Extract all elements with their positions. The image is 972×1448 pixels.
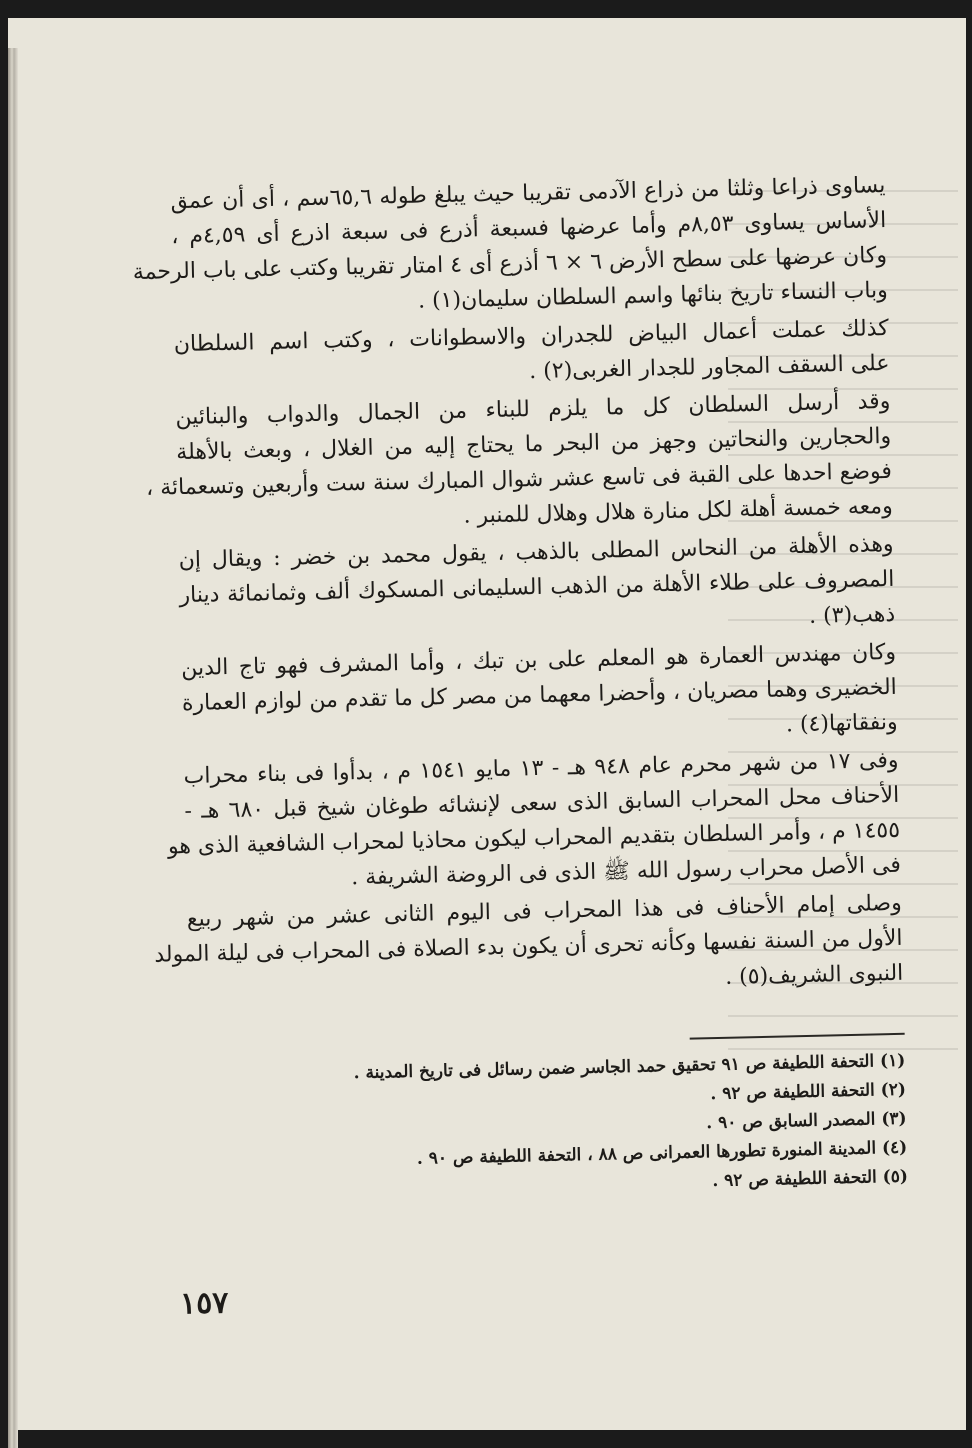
text-line: الأساس يساوى ٨,٥٣م وأما عرضها فسبعة أذرع فى سبعة اذرع أى ٤,٥٩م ، <box>171 207 887 250</box>
footnote-rule <box>690 1033 905 1040</box>
text-line: وباب النساء تاريخ بنائها واسم السلطان سليمان(١) . <box>417 277 889 314</box>
text-line: الخضيرى وهما مصريان ، وأحضرا معهما من مصر كل ما تقدم من لوازم العمارة <box>181 674 898 717</box>
paragraph <box>132 168 889 324</box>
text-line: يساوى ذراعا وثلثا من ذراع الآدمى تقريبا حيث يبلغ طوله ٦٥,٦سم ، أى أن عمق <box>170 172 886 215</box>
text-line: فى الأصل محراب رسول الله ﷺ الذى فى الروضة الشريفة . <box>350 852 902 891</box>
text-line: النبوى الشريف(٥) . <box>724 960 904 990</box>
paragraph <box>167 743 902 899</box>
text-line: الأحناف محل المحراب السابق الذى سعى لإنشائه طوغان شيخ قبل ٦٨٠ هـ - <box>184 782 900 825</box>
text-line: وصلى إمام الأحناف فى هذا المحراب فى اليوم الثانى عشر من شهر ربيع <box>186 890 902 933</box>
paragraph <box>178 527 895 648</box>
paragraph <box>154 886 904 1007</box>
text-line: الأول من السنة نفسها وكأنه تحرى أن يكون بدء الصلاة فى المحراب فى ليلة المولد <box>154 925 903 968</box>
page-edge-stack <box>8 48 18 1448</box>
text-line: ذهب(٣) . <box>808 601 896 629</box>
text-line: المصروف على طلاء الأهلة من الذهب السليمانى المسكوك ألف وثمانمائة دينار <box>179 566 895 609</box>
text-line: فوضع احدها على القبة فى تاسع عشر شوال المبارك سنة ست وأربعين وتسعمائة ، <box>145 458 893 501</box>
footnote: (٣) المصدر السابق ص ٩٠ . <box>706 1108 907 1134</box>
text-line: على السقف المجاور للجدار الغربى(٢) . <box>528 350 890 385</box>
paragraph <box>181 635 898 756</box>
footnotes <box>190 1047 908 1208</box>
footnote: (١) التحفة اللطيفة ص ٩١ تحقيق حمد الجاسر ضمن رسائل فى تاريخ المدينة . <box>353 1050 906 1084</box>
text-line: وكان عرضها على سطح الأرض ٦ × ٦ أذرع أى ٤ امتار تقريبا وكتب على باب الرحمة <box>132 242 888 286</box>
text-line: وهذه الأهلة من النحاس المطلى بالذهب ، يقول محمد بن خضر : ويقال إن <box>178 531 894 574</box>
text-line: كذلك عملت أعمال البياض للجدران والاسطوانات ، وكتب اسم السلطان <box>173 315 889 358</box>
text-line: ١٤٥٥ م ، وأمر السلطان بتقديم المحراب ليكون محاذيا لمحراب الشافعية الذى هو <box>167 817 901 860</box>
footnote: (٥) التحفة اللطيفة ص ٩٢ . <box>712 1166 909 1192</box>
text-line: ونفقاتها(٤) . <box>785 709 898 738</box>
body-text <box>132 168 909 1208</box>
footnote: (٤) المدينة المنورة تطورها العمرانى ص ٨٨ ، التحفة اللطيفة ص ٩٠ . <box>416 1137 908 1169</box>
paragraph <box>145 384 893 540</box>
footnote: (٢) التحفة اللطيفة ص ٩٢ . <box>710 1079 907 1105</box>
paragraph <box>173 311 889 397</box>
text-line: والحجارين والنحاتين وجهز من البحر ما يحتاج إليه من الغلال ، وبعث بالأهلة <box>175 423 892 466</box>
text-line: وقد أرسل السلطان كل ما يلزم للبناء من الجمال والدواب والبنائين <box>175 388 891 431</box>
text-line: ومعه خمسة أهلة لكل منارة هلال وهلال للمنبر . <box>463 493 893 529</box>
paragraphs <box>132 168 904 1007</box>
text-line: وفى ١٧ من شهر محرم عام ٩٤٨ هـ - ١٣ مايو ١٥٤١ م ، بدأوا فى بناء محراب <box>183 747 899 790</box>
page-number: ١٥٧ <box>179 1285 229 1322</box>
text-line: وكان مهندس العمارة هو المعلم على بن تبك ، وأما المشرف فهو تاج الدين <box>180 639 897 682</box>
